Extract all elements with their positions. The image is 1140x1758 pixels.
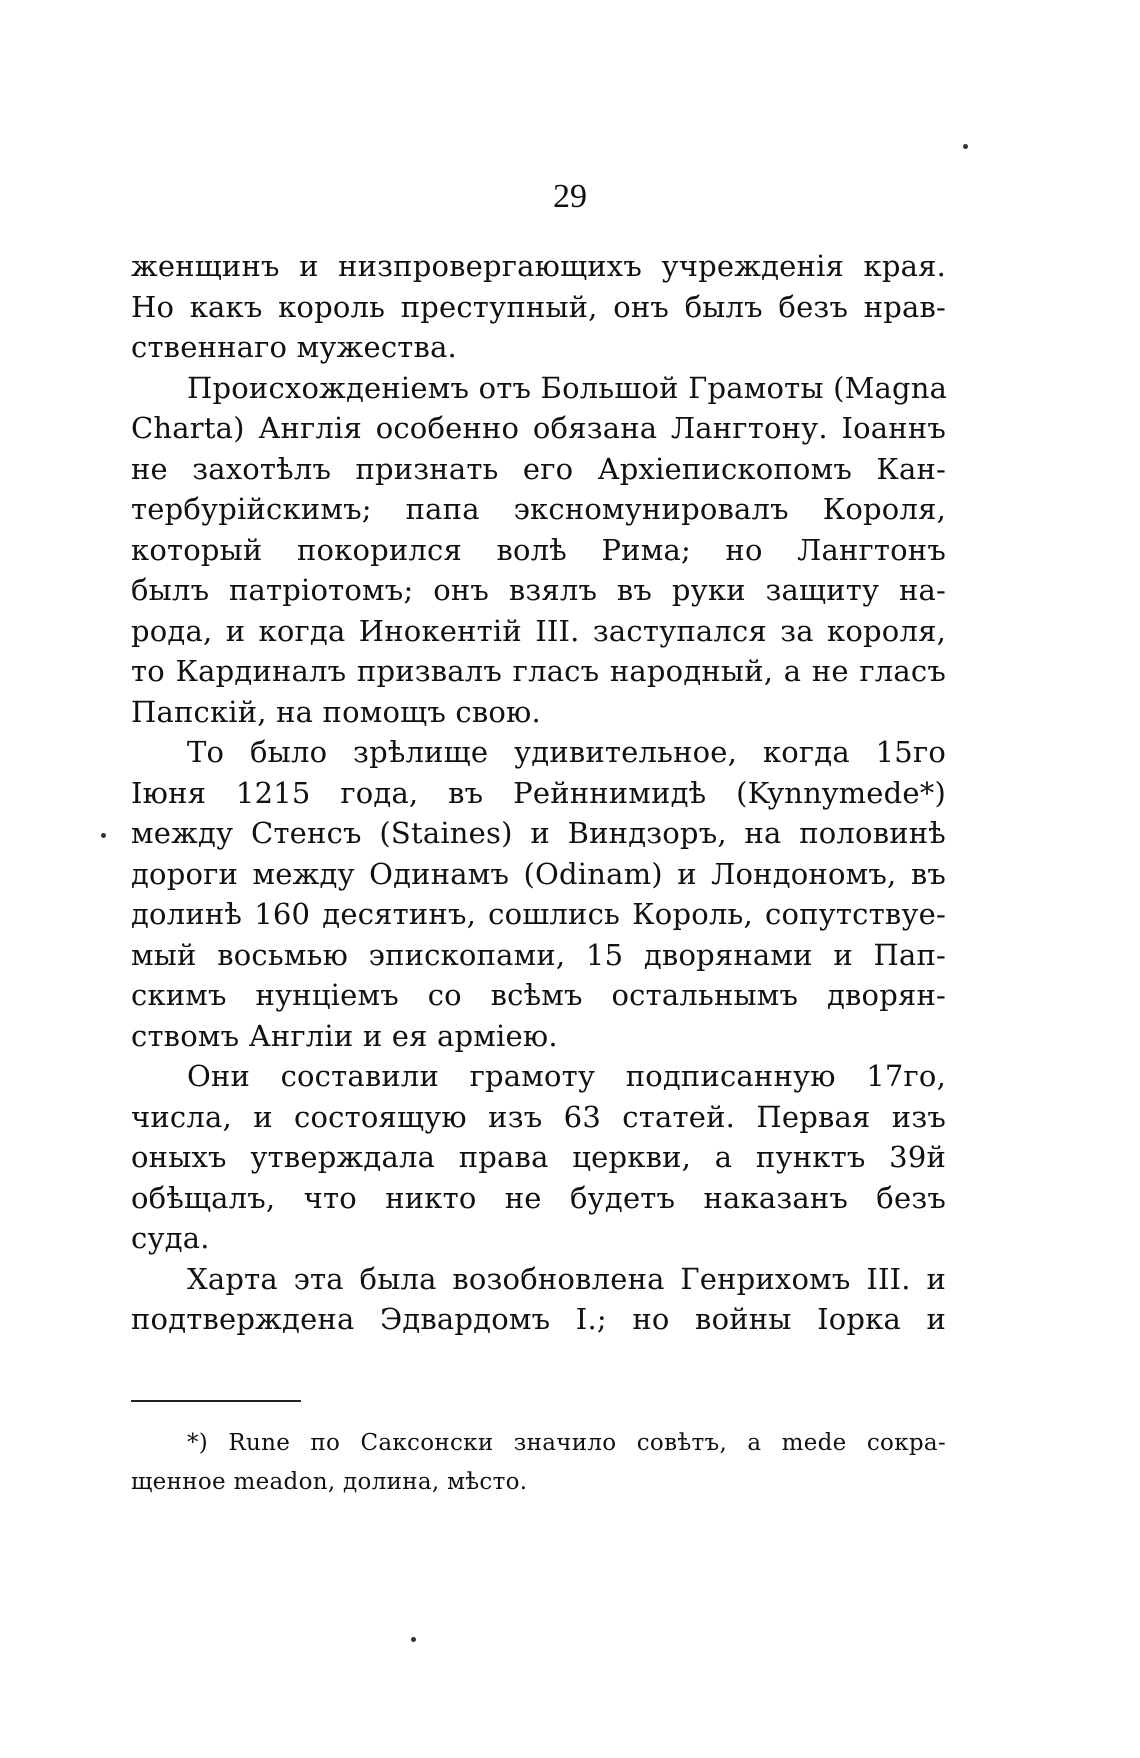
text-line: ствомъ Англіи и ея арміею.: [131, 1018, 558, 1053]
text-line: Папскій, на помощъ свою.: [131, 694, 541, 729]
text-line: дороги между Одинамъ (Odinam) и Лондономъ, въ: [131, 856, 946, 891]
text-line: суда.: [131, 1221, 210, 1255]
text-line: Они составили грамоту подписанную 17го,: [187, 1059, 946, 1093]
text-line: Харта эта была возобновлена Генрихомъ III. и: [187, 1261, 946, 1296]
text-line: Но какъ король преступный, онъ былъ безъ нрав-: [131, 289, 946, 324]
scan-speck: [101, 833, 106, 838]
text-line: между Стенсъ (Staines) и Виндзоръ, на половинѣ: [131, 816, 946, 850]
text-line: числа, и состоящую изъ 63 статей. Первая изъ: [131, 1099, 946, 1134]
text-line: скимъ нунціемъ со всѣмъ остальнымъ дворян-: [131, 978, 946, 1012]
footnote-line: щенное meadon, долина, мѣсто.: [131, 1469, 528, 1495]
text-line: То было зрѣлище удивительное, когда 15го: [187, 735, 946, 769]
page-number: 29: [553, 178, 587, 215]
text-line: подтверждена Эдвардомъ I.; но войны Іорка и: [131, 1302, 946, 1336]
text-line: Іюня 1215 года, въ Рейннимидѣ (Kynnymede*): [131, 775, 946, 810]
text-line: мый восьмью эпископами, 15 дворянами и Пап-: [131, 937, 946, 972]
text-line: оныхъ утверждала права церкви, а пунктъ 39й: [131, 1140, 946, 1174]
text-line: то Кардиналъ призвалъ гласъ народный, а не гласъ: [131, 654, 946, 688]
text-line: рода, и когда Инокентій III. заступался за короля,: [131, 613, 946, 648]
text-line: тербурійскимъ; папа эксномунировалъ Короля,: [131, 492, 946, 526]
text-line: не захотѣлъ признать его Архіепископомъ Кан-: [131, 451, 946, 486]
paragraph-5: [131, 1259, 946, 1340]
text-line: обѣщалъ, что никто не будетъ наказанъ безъ: [131, 1180, 946, 1215]
text-line: ственнаго мужества.: [131, 330, 457, 364]
paragraph-3: [131, 732, 946, 1056]
main-text: [131, 246, 946, 1340]
footnote-line: *) Rune по Саксонски значило совѣтъ, а mede сокра-: [187, 1430, 946, 1456]
text-line: который покорился волѣ Рима; но Лангтонъ: [131, 532, 946, 567]
paragraph-1: [131, 246, 946, 368]
paragraph-2: [131, 368, 946, 733]
text-line: женщинъ и низпровергающихъ учрежденія края.: [131, 249, 946, 283]
paragraph-4: [131, 1056, 946, 1259]
text-line: Charta) Англія особенно обязана Лангтону. Іоаннъ: [131, 411, 946, 445]
text-line: былъ патріотомъ; онъ взялъ въ руки защиту на-: [131, 573, 946, 607]
text-line: долинѣ 160 десятинъ, сошлись Король, сопутствуе-: [131, 897, 946, 931]
footnote-divider: [131, 1400, 301, 1402]
scan-speck: [411, 1637, 416, 1642]
scan-speck: [963, 144, 968, 149]
text-line: Происхожденіемъ отъ Большой Грамоты (Magna: [187, 370, 948, 405]
footnote: [131, 1424, 946, 1502]
